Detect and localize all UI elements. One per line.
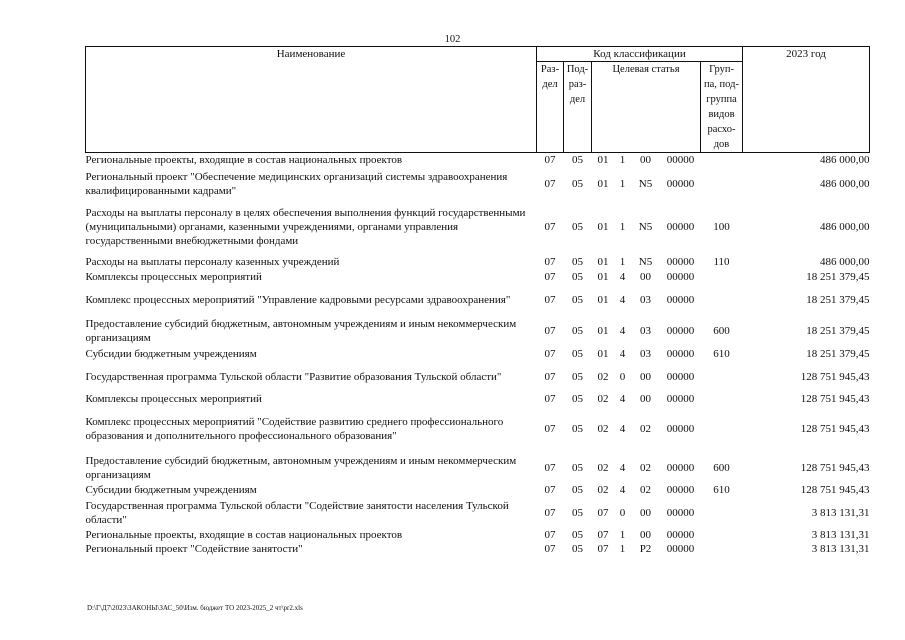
row-target-program: 01	[597, 154, 609, 166]
row-target-program: 02	[597, 484, 609, 496]
header-name: Наименование	[86, 47, 537, 153]
row-target-expense: 00000	[666, 325, 695, 337]
row-name: Комплексы процессных мероприятий	[85, 393, 262, 405]
row-target-subprogram: 4	[619, 461, 626, 474]
row-target-subprogram: 1	[619, 543, 626, 555]
row-target-program: 01	[597, 348, 609, 360]
row-name: Государственная программа Тульской области "Содействие занятости населения Тульской области"	[85, 499, 509, 526]
row-target-direction: 02	[640, 484, 651, 496]
row-amount: 486 000,00	[820, 221, 870, 233]
row-target-program: 02	[597, 370, 609, 383]
row-podrazdel: 05	[572, 506, 583, 519]
row-target-subprogram: 4	[619, 271, 626, 283]
row-podrazdel: 05	[572, 221, 583, 233]
row-target-program: 02	[597, 393, 609, 405]
row-expense-group: 100	[713, 221, 730, 233]
row-target-expense: 00000	[666, 506, 695, 519]
row-target-direction: 00	[640, 506, 651, 519]
row-name: Региональные проекты, входящие в состав национальных проектов	[85, 529, 403, 541]
table-row	[86, 200, 870, 254]
row-target-subprogram: 1	[619, 221, 626, 233]
row-name: Расходы на выплаты персоналу в целях обеспечения выполнения функций государственными (муниципальными) органами, казенными учреждениями, органами управления государственными внебюджетными фондами	[85, 207, 526, 247]
row-razdel: 07	[544, 177, 556, 190]
row-amount: 3 813 131,31	[811, 529, 870, 541]
row-amount: 18 251 379,45	[806, 271, 870, 283]
row-name: Субсидии бюджетным учреждениям	[85, 348, 257, 360]
row-expense-group	[701, 153, 743, 168]
row-expense-group: 610	[713, 484, 730, 496]
row-target-program: 01	[597, 293, 609, 306]
row-target-direction: 00	[640, 529, 651, 541]
row-podrazdel: 05	[572, 154, 583, 166]
row-target-program: 01	[597, 256, 609, 268]
row-target-subprogram: 0	[619, 506, 626, 519]
row-target-direction: 00	[640, 370, 651, 383]
header-code-group: Код классификации	[537, 47, 743, 62]
row-target-direction: N5	[638, 256, 653, 268]
row-target-program: 01	[597, 221, 609, 233]
row-podrazdel: 05	[572, 461, 583, 474]
row-amount: 486 000,00	[820, 256, 870, 268]
row-expense-group	[701, 497, 743, 528]
row-target-expense: 00000	[666, 221, 695, 233]
row-name: Расходы на выплаты персоналу казенных учреждений	[85, 256, 340, 268]
row-expense-group	[701, 361, 743, 392]
row-expense-group	[701, 528, 743, 542]
row-amount: 3 813 131,31	[811, 506, 870, 519]
row-podrazdel: 05	[572, 293, 583, 306]
row-target-subprogram: 4	[619, 423, 626, 435]
table-body	[86, 153, 870, 557]
row-amount: 486 000,00	[820, 154, 870, 166]
row-target-subprogram: 4	[619, 484, 626, 496]
row-podrazdel: 05	[572, 325, 583, 337]
row-target-direction: 02	[640, 461, 651, 474]
row-target-expense: 00000	[666, 348, 695, 360]
row-podrazdel: 05	[572, 543, 583, 555]
row-target-program: 07	[597, 543, 609, 555]
table-row	[86, 254, 870, 270]
table-row	[86, 406, 870, 452]
row-target-subprogram: 1	[619, 529, 626, 541]
row-expense-group	[701, 392, 743, 406]
row-target-subprogram: 4	[619, 293, 626, 306]
row-expense-group	[701, 542, 743, 556]
row-podrazdel: 05	[572, 271, 583, 283]
budget-table	[85, 46, 870, 556]
header-razdel: Раз- дел	[537, 62, 564, 153]
row-podrazdel: 05	[572, 393, 583, 405]
row-target-expense: 00000	[666, 543, 695, 555]
row-name: Региональный проект "Обеспечение медицинских организаций системы здравоохранения квалифицированными кадрами"	[85, 170, 508, 197]
row-name: Комплекс процессных мероприятий "Управление кадровыми ресурсами здравоохранения"	[85, 293, 511, 306]
row-target-expense: 00000	[666, 529, 695, 541]
table-row	[86, 284, 870, 315]
row-target-expense: 00000	[666, 271, 695, 283]
row-amount: 486 000,00	[820, 177, 870, 190]
row-target-expense: 00000	[666, 484, 695, 496]
row-name: Комплексы процессных мероприятий	[85, 271, 262, 283]
row-podrazdel: 05	[572, 484, 583, 496]
row-razdel: 07	[544, 271, 556, 283]
row-podrazdel: 05	[572, 177, 583, 190]
row-target-subprogram: 4	[619, 348, 626, 360]
row-podrazdel: 05	[572, 348, 583, 360]
row-target-program: 02	[597, 461, 609, 474]
row-target-program: 02	[597, 423, 609, 435]
row-expense-group: 610	[713, 348, 730, 360]
row-target-program: 07	[597, 529, 609, 541]
row-target-expense: 00000	[666, 293, 695, 306]
table-row	[86, 347, 870, 361]
row-razdel: 07	[544, 484, 556, 496]
row-target-expense: 00000	[666, 154, 695, 166]
table-row	[86, 452, 870, 483]
row-target-expense: 00000	[666, 423, 695, 435]
row-razdel: 07	[544, 293, 556, 306]
row-target-program: 07	[597, 506, 609, 519]
row-razdel: 07	[544, 325, 556, 337]
row-razdel: 07	[544, 461, 556, 474]
row-name: Предоставление субсидий бюджетным, автономным учреждениям и иным некоммерческим организациям	[85, 318, 517, 344]
row-target-direction: 03	[640, 293, 651, 306]
row-target-subprogram: 4	[619, 325, 626, 337]
row-razdel: 07	[544, 348, 556, 360]
row-razdel: 07	[544, 393, 556, 405]
row-name: Региональные проекты, входящие в состав национальных проектов	[85, 154, 403, 166]
row-expense-group: 600	[713, 325, 730, 337]
row-razdel: 07	[544, 543, 556, 555]
row-razdel: 07	[544, 506, 556, 519]
table-row	[86, 270, 870, 284]
table-row	[86, 528, 870, 542]
row-target-expense: 00000	[666, 393, 695, 405]
row-podrazdel: 05	[572, 256, 583, 268]
row-razdel: 07	[544, 221, 556, 233]
row-expense-group: 110	[713, 256, 730, 268]
row-podrazdel: 05	[572, 370, 583, 383]
row-target-direction: 03	[640, 325, 651, 337]
row-target-expense: 00000	[666, 256, 695, 268]
row-razdel: 07	[544, 529, 556, 541]
row-target-subprogram: 0	[619, 370, 626, 383]
table-row	[86, 315, 870, 347]
row-podrazdel: 05	[572, 423, 583, 435]
row-name: Предоставление субсидий бюджетным, автономным учреждениям и иным некоммерческим организациям	[85, 454, 517, 481]
header-group: Груп- па, под- группа видов расхо- дов	[701, 62, 743, 153]
row-target-subprogram: 1	[619, 154, 626, 166]
row-expense-group	[701, 284, 743, 315]
row-amount: 18 251 379,45	[806, 293, 870, 306]
row-expense-group	[701, 406, 743, 452]
row-target-direction: 03	[640, 348, 651, 360]
row-name: Субсидии бюджетным учреждениям	[85, 484, 257, 496]
table-row	[86, 361, 870, 392]
table-row	[86, 497, 870, 528]
page-number: 102	[444, 34, 461, 45]
row-name: Комплекс процессных мероприятий "Содействие развитию среднего профессионального образования и дополнительного профессионального образования"	[85, 416, 504, 442]
row-amount: 128 751 945,43	[800, 370, 870, 383]
table-row	[86, 392, 870, 406]
row-name: Государственная программа Тульской области "Развитие образования Тульской области"	[85, 370, 502, 383]
row-amount: 128 751 945,43	[800, 461, 870, 474]
header-target-article: Целевая статья	[592, 62, 701, 153]
row-expense-group: 600	[713, 461, 730, 474]
row-razdel: 07	[544, 154, 556, 166]
table-header	[86, 47, 870, 153]
row-target-direction: P2	[639, 543, 652, 555]
table-row	[86, 483, 870, 497]
table-row	[86, 167, 870, 200]
row-target-expense: 00000	[666, 177, 695, 190]
row-target-subprogram: 1	[619, 177, 626, 190]
header-podrazdel: Под- раз- дел	[564, 62, 592, 153]
row-target-direction: 00	[640, 271, 651, 283]
row-amount: 3 813 131,31	[811, 543, 870, 555]
row-target-direction: 00	[640, 154, 651, 166]
row-target-expense: 00000	[666, 461, 695, 474]
footer-file-path: D:\Г\Д7\2023\ЗАКОНЫ\ЗАС_50\Изм. бюджет ТО 2023-2025_2 чт\pr2.xls	[87, 604, 303, 612]
row-podrazdel: 05	[572, 529, 583, 541]
row-target-direction: 02	[640, 423, 651, 435]
row-amount: 18 251 379,45	[806, 348, 870, 360]
row-amount: 128 751 945,43	[800, 484, 870, 496]
row-razdel: 07	[544, 370, 556, 383]
row-amount: 128 751 945,43	[800, 393, 870, 405]
row-target-program: 01	[597, 177, 609, 190]
row-target-program: 01	[597, 325, 609, 337]
row-razdel: 07	[544, 423, 556, 435]
row-target-subprogram: 1	[619, 256, 626, 268]
row-expense-group	[701, 270, 743, 284]
table-row	[86, 153, 870, 168]
header-year: 2023 год	[743, 47, 870, 153]
row-target-subprogram: 4	[619, 393, 626, 405]
row-name: Региональный проект "Содействие занятости"	[85, 543, 303, 555]
row-target-expense: 00000	[666, 370, 695, 383]
row-target-direction: 00	[640, 393, 651, 405]
row-amount: 18 251 379,45	[806, 325, 870, 337]
row-amount: 128 751 945,43	[800, 423, 870, 435]
row-target-direction: N5	[638, 177, 653, 190]
table-row	[86, 542, 870, 556]
row-target-program: 01	[597, 271, 609, 283]
row-expense-group	[701, 167, 743, 200]
row-target-direction: N5	[638, 221, 653, 233]
row-razdel: 07	[544, 256, 556, 268]
